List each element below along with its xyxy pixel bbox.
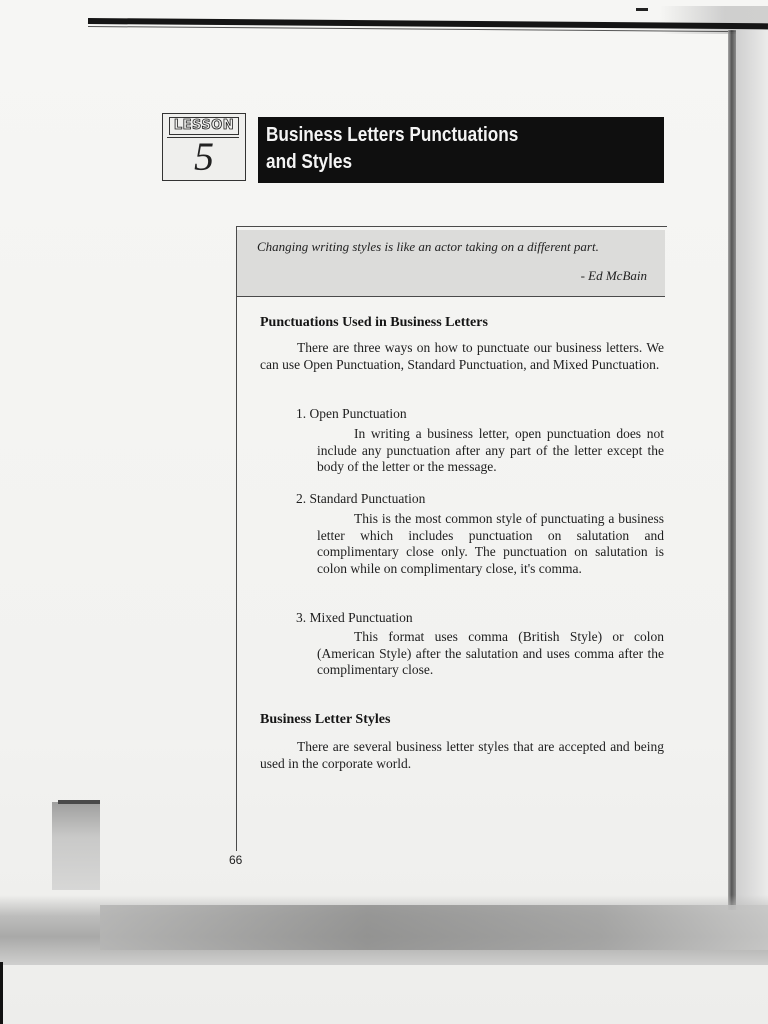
scan-edge-mark <box>0 962 3 1024</box>
item-body-mixed: This format uses comma (British Style) or colon (American Style) after the salutation and uses comma after the complimentary close. <box>317 629 664 677</box>
binding-shadow <box>736 30 768 910</box>
quote-author: - Ed McBain <box>580 268 647 283</box>
item-body-standard: This is the most common style of punctuating a business letter which includes punctuation on salutation and complimentary close only. The punctuation on salutation is colon while on complimentary close, it's comma. <box>317 511 664 576</box>
page-number: 66 <box>229 853 243 867</box>
punctuations-intro: There are three ways on how to punctuate our business letters. We can use Open Punctuation, Standard Punctuation, and Mixed Punctuation. <box>260 340 664 372</box>
section-heading-styles: Business Letter Styles <box>260 712 391 727</box>
lesson-label: LESSON <box>169 117 239 135</box>
quote-text: Changing writing styles is like an actor taking on a different part. <box>257 239 599 254</box>
item-title-mixed: 3. Mixed Punctuation <box>296 610 413 625</box>
lesson-badge <box>162 113 246 181</box>
item-title-standard: 2. Standard Punctuation <box>296 491 426 506</box>
page-tab-edge <box>58 800 100 804</box>
quote-box <box>237 230 665 297</box>
styles-intro: There are several business letter styles that are accepted and being used in the corporate world. <box>260 739 664 771</box>
lesson-title: Business Letters Punctuations and Styles <box>266 124 519 173</box>
scan-bottom-band <box>100 905 768 950</box>
scan-mark <box>636 8 648 11</box>
page-edge <box>728 30 736 910</box>
lesson-number: 5 <box>194 134 214 179</box>
page-tab <box>52 802 100 890</box>
item-body-open: In writing a business letter, open punctuation does not include any punctuation after any part of the letter except the body of the letter or the message. <box>317 426 664 474</box>
section-heading-punctuations: Punctuations Used in Business Letters <box>260 315 488 330</box>
lesson-title-banner <box>258 117 664 183</box>
item-title-open: 1. Open Punctuation <box>296 406 407 421</box>
